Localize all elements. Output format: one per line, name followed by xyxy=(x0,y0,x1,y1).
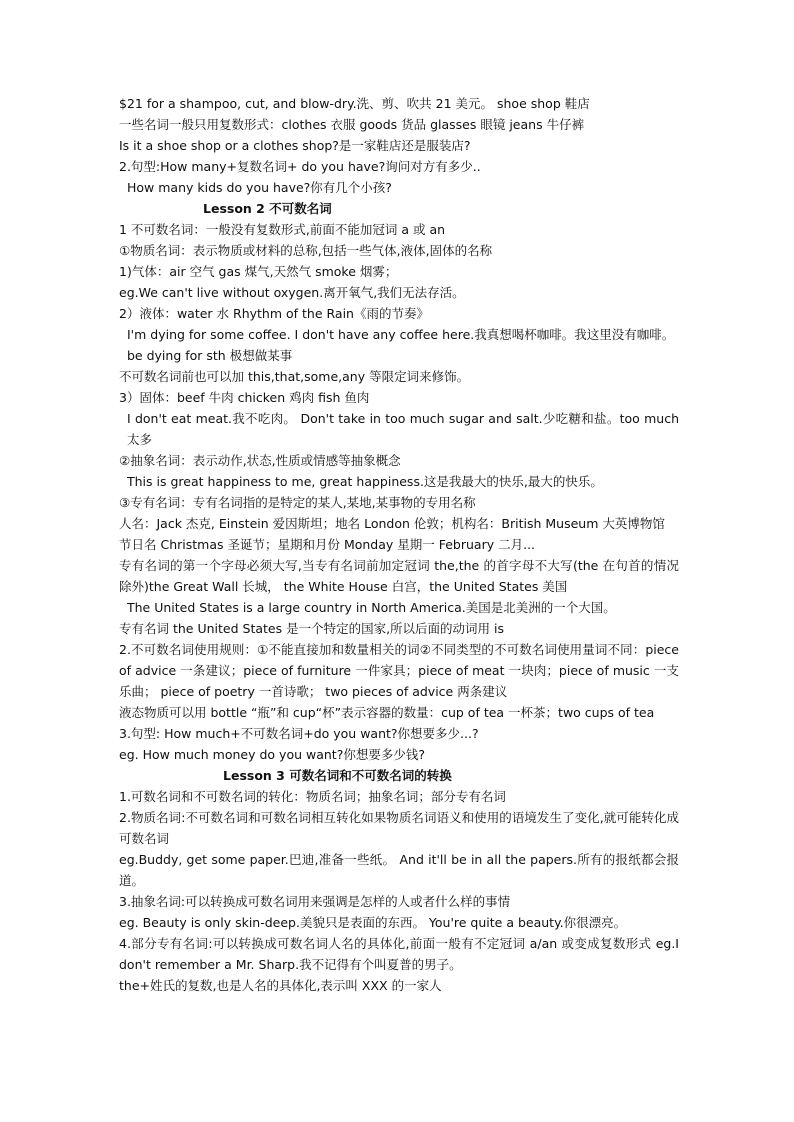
text-line: ②抽象名词：表示动作,状态,性质或情感等抽象概念 xyxy=(119,453,401,468)
lesson-3-heading: Lesson 3 可数名词和不可数名词的转换 xyxy=(223,768,452,783)
text-line: eg. How much money do you want?你想要多少钱? xyxy=(119,747,425,762)
text-line: eg.We can't live without oxygen.离开氧气,我们无法存活。 xyxy=(119,285,465,300)
text-line: ①物质名词：表示物质或材料的总称,包括一些气体,液体,固体的名称 xyxy=(119,243,493,258)
text-line: the+姓氏的复数,也是人名的具体化,表示叫 XXX 的一家人 xyxy=(119,978,442,993)
text-line: 3）固体：beef 牛肉 chicken 鸡肉 fish 鱼肉 xyxy=(119,390,370,405)
document-body xyxy=(119,93,679,996)
text-line: be dying for sth 极想做某事 xyxy=(127,348,293,363)
text-line: 节日名 Christmas 圣诞节；星期和月份 Monday 星期一 February 二月... xyxy=(119,537,536,552)
text-line: 2.句型:How many+复数名词+ do you have?询问对方有多少.. xyxy=(119,159,481,174)
text-line: I'm dying for some coffee. I don't have any coffee here.我真想喝杯咖啡。我这里没有咖啡。 xyxy=(127,327,675,342)
text-line: 人名：Jack 杰克, Einstein 爱因斯坦；地名 London 伦敦；机构名：British Museum 大英博物馆 xyxy=(119,516,665,531)
text-line: 液态物质可以用 bottle “瓶”和 cup“杯”表示容器的数量：cup of tea 一杯茶；two cups of tea xyxy=(119,705,655,720)
text-line: I don't eat meat.我不吃肉。 Don't take in too much sugar and salt.少吃糖和盐。too much 太多 xyxy=(127,411,679,447)
text-line: Is it a shoe shop or a clothes shop?是一家鞋店还是服装店? xyxy=(119,138,471,153)
text-line: $21 for a shampoo, cut, and blow-dry.洗、剪、吹共 21 美元。 shoe shop 鞋店 xyxy=(119,96,590,111)
text-line: 不可数名词前也可以加 this,that,some,any 等限定词来修饰。 xyxy=(119,369,470,384)
text-line: 1)气体：air 空气 gas 煤气,天然气 smoke 烟雾； xyxy=(119,264,398,279)
text-line: 1.可数名词和不可数名词的转化：物质名词；抽象名词；部分专有名词 xyxy=(119,789,506,804)
text-line: ③专有名词：专有名词指的是特定的某人,某地,某事物的专用名称 xyxy=(119,495,476,510)
text-line: This is great happiness to me, great happiness.这是我最大的快乐,最大的快乐。 xyxy=(127,474,603,489)
text-line: eg. Beauty is only skin-deep.美貌只是表面的东西。 You're quite a beauty.你很漂亮。 xyxy=(119,915,627,930)
text-line: 2）液体：water 水 Rhythm of the Rain《雨的节奏》 xyxy=(119,306,429,321)
lesson-2-heading: Lesson 2 不可数名词 xyxy=(203,201,332,216)
text-line: The United States is a large country in North America.美国是北美洲的一个大国。 xyxy=(127,600,616,615)
text-line: eg.Buddy, get some paper.巴迪,准备一些纸。 And it'll be in all the papers.所有的报纸都会报道。 xyxy=(119,852,679,888)
text-line: 4.部分专有名词:可以转换成可数名词人名的具体化,前面一般有不定冠词 a/an 或变成复数形式 eg.I don't remember a Mr. Sharp.我不记得有个叫夏普的男子。 xyxy=(119,936,679,972)
text-line: How many kids do you have?你有几个小孩? xyxy=(127,180,392,195)
text-line: 专有名词的第一个字母必须大写,当专有名词前加定冠词 the,the 的首字母不大写(the 在句首的情况除外)the Great Wall 长城， the White House 白宫，the United States 美国 xyxy=(119,558,679,594)
text-line: 专有名词 the United States 是一个特定的国家,所以后面的动词用 is xyxy=(119,621,505,636)
text-line: 3.抽象名词:可以转换成可数名词用来强调是怎样的人或者什么样的事情 xyxy=(119,894,511,909)
text-line: 一些名词一般只用复数形式：clothes 衣服 goods 货品 glasses 眼镜 jeans 牛仔裤 xyxy=(119,117,585,132)
text-line: 1 不可数名词：一般没有复数形式,前面不能加冠词 a 或 an xyxy=(119,222,446,237)
text-line: 2.不可数名词使用规则：①不能直接加和数量相关的词②不同类型的不可数名词使用量词不同：piece of advice 一条建议；piece of furniture 一件家具；piece of meat 一块肉；piece of music 一支乐曲； piece of poetry 一首诗歌； two pieces of advice 两条建议 xyxy=(119,642,679,699)
text-line: 3.句型: How much+不可数名词+do you want?你想要多少...? xyxy=(119,726,479,741)
text-line: 2.物质名词:不可数名词和可数名词相互转化如果物质名词语义和使用的语境发生了变化,就可能转化成可数名词 xyxy=(119,810,679,846)
